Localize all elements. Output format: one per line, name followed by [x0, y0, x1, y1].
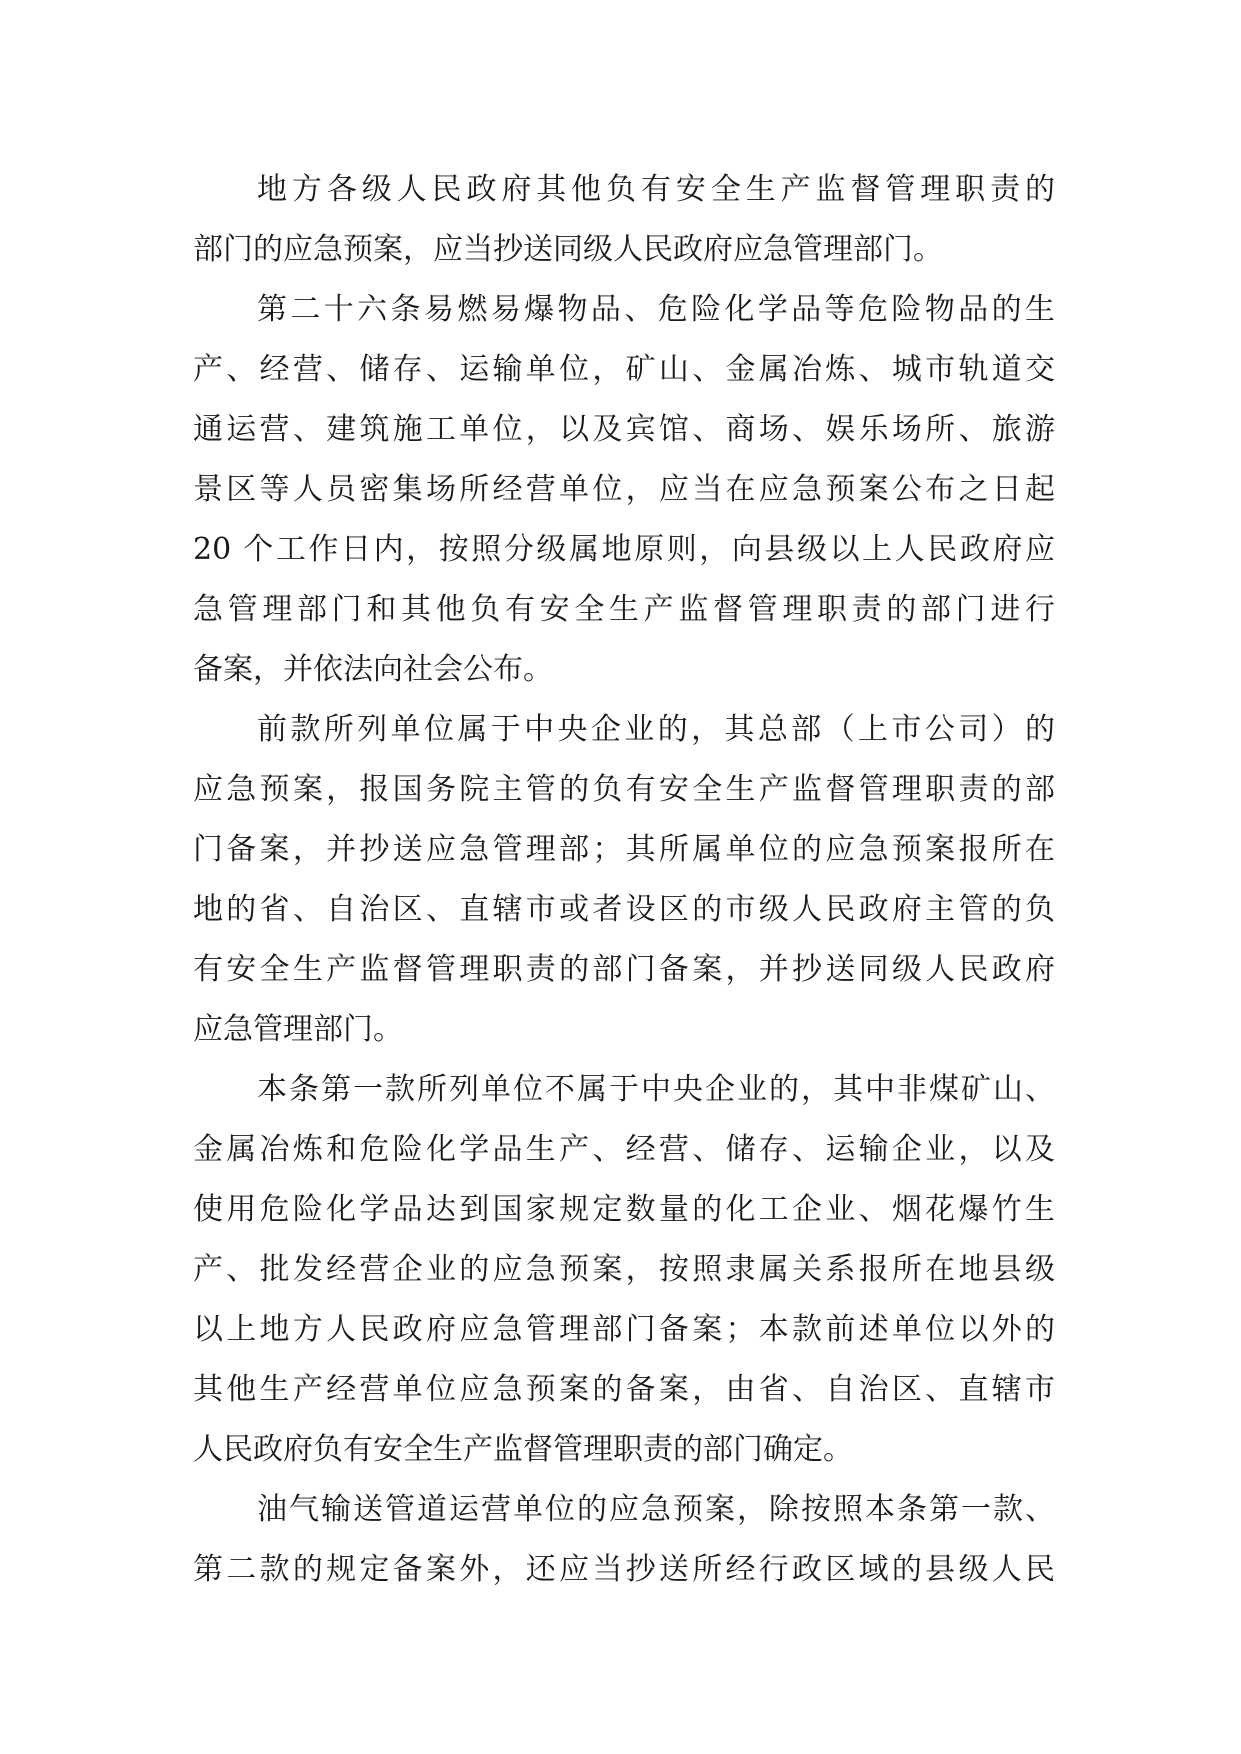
text-line: 部门的应急预案，应当抄送同级人民政府应急管理部门。	[193, 232, 943, 267]
body-text	[193, 160, 1055, 1600]
text-line: 20 个工作日内，按照分级属地原则，向县级以上人民政府应	[193, 532, 1055, 567]
text-line: 前款所列单位属于中央企业的，其总部（上市公司）的	[257, 712, 1055, 747]
text-line: 以上地方人民政府应急管理部门备案；本款前述单位以外的	[193, 1312, 1055, 1347]
text-line: 其他生产经营单位应急预案的备案，由省、自治区、直辖市	[193, 1372, 1055, 1407]
text-line: 第二十六条易燃易爆物品、危险化学品等危险物品的生	[257, 292, 1055, 327]
text-line: 有安全生产监督管理职责的部门备案，并抄送同级人民政府	[193, 952, 1055, 987]
text-line: 使用危险化学品达到国家规定数量的化工企业、烟花爆竹生	[193, 1192, 1055, 1227]
text-line: 地方各级人民政府其他负有安全生产监督管理职责的	[257, 172, 1055, 207]
text-line: 应急预案，报国务院主管的负有安全生产监督管理职责的部	[193, 772, 1055, 807]
text-line: 通运营、建筑施工单位，以及宾馆、商场、娱乐场所、旅游	[193, 412, 1055, 447]
text-line: 第二款的规定备案外，还应当抄送所经行政区域的县级人民	[193, 1552, 1055, 1587]
text-line: 产、经营、储存、运输单位，矿山、金属冶炼、城市轨道交	[193, 352, 1055, 387]
text-line: 门备案，并抄送应急管理部；其所属单位的应急预案报所在	[193, 832, 1055, 867]
text-line: 本条第一款所列单位不属于中央企业的，其中非煤矿山、	[257, 1072, 1055, 1107]
text-line: 金属冶炼和危险化学品生产、经营、储存、运输企业，以及	[193, 1132, 1055, 1167]
text-line: 备案，并依法向社会公布。	[193, 652, 553, 687]
text-line: 油气输送管道运营单位的应急预案，除按照本条第一款、	[257, 1492, 1055, 1527]
text-line: 地的省、自治区、直辖市或者设区的市级人民政府主管的负	[193, 892, 1055, 927]
text-line: 急管理部门和其他负有安全生产监督管理职责的部门进行	[193, 592, 1055, 627]
text-line: 应急管理部门。	[193, 1012, 403, 1047]
text-line: 产、批发经营企业的应急预案，按照隶属关系报所在地县级	[193, 1252, 1055, 1287]
text-line: 景区等人员密集场所经营单位，应当在应急预案公布之日起	[193, 472, 1055, 507]
text-line: 人民政府负有安全生产监督管理职责的部门确定。	[193, 1432, 853, 1467]
